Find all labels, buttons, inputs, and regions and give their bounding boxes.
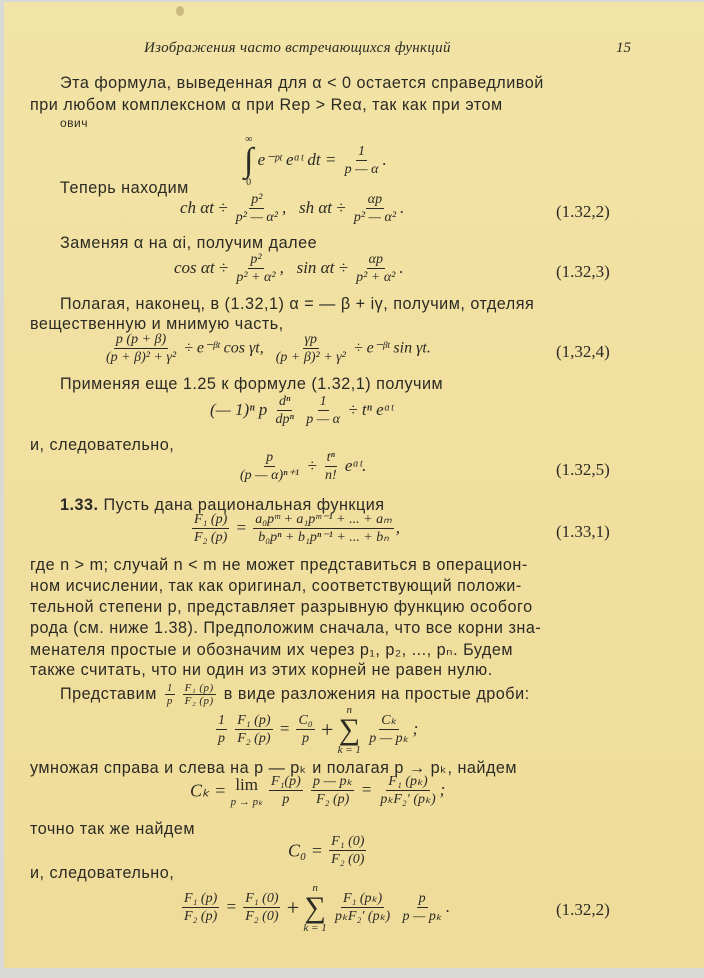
text-line: точно так же найдем [30, 820, 195, 838]
running-header [4, 40, 704, 60]
equation-label: (1.32,2) [556, 202, 610, 221]
text-line: ном исчислении, так как оригинал, соответствующий положи- [30, 577, 522, 595]
section-number: 1.33. [60, 496, 99, 514]
equation-1-33-1: $\frac{\text{F₁ (p)}}{\text{F₂ (p)}}$ = $\frac{\text{a₀pᵐ + a₁pᵐ⁻¹ + ... + aₘ}}{\text{b₀pⁿ + b₁pⁿ⁻¹ + ... + bₙ}}$ , [194, 512, 401, 545]
text-line: Применяя еще 1.25 к формуле (1.32,1) получим [60, 375, 444, 393]
text-line: Представим $\frac{1}{p}$ $\frac{\text{F₁ (p)}}{\text{F₂ (p)}}$ в виде разложения на простые дроби: [60, 682, 530, 707]
text-line: вещественную и мнимую часть, [30, 315, 284, 333]
equation-label: (1.32,3) [556, 262, 610, 281]
equation-ck: Cₖ = lim p → pₖ $\frac{\text{F₁(p)}}{p}$ $\frac{\text{p — pₖ}}{\text{F₂ (p)}}$ = $\frac{\text{F₁ (pₖ)}}{\text{pₖF₂′ (pₖ)}}$ ; [190, 774, 446, 808]
text-line: где n > m; случай n < m не может представиться в операцион- [30, 556, 528, 574]
ink-blot [176, 6, 184, 16]
equation-1-32-4: $\frac{p (p + \beta)}{\text{(p + β)² + γ²}}$ ÷ e⁻ᵝᵗ cos γt, $\frac{\gamma p}{\text{(p + β)² + γ²}}$ ÷ e⁻ᵝᵗ sin γt. [106, 332, 431, 365]
equation-c0: C₀ = $\frac{\text{F₁ (0)}}{\text{F₂ (0)}}$ [288, 834, 365, 867]
book-page [4, 2, 704, 968]
equation-partial-fractions: $\frac{1}{p}$ $\frac{\text{F₁ (p)}}{\text{F₂ (p)}}$ = $\frac{\text{C₀}}{p}$ + n ∑ k = 1 $\frac{\text{Cₖ}}{\text{p — pₖ}}$ ; [218, 704, 419, 756]
equation-1-32-2: ch αt ÷ $\frac{\text{p²}}{\text{p² — α²}}$ , sh αt ÷ $\frac{\alpha p}{\text{p² — α²}}$ . [180, 192, 405, 225]
equation-derivative: (— 1)ⁿ p $\frac{\text{dⁿ}}{\text{dpⁿ}}$ $\frac{1}{p — \alpha}$ ÷ tⁿ eᵅᵗ [210, 394, 394, 427]
page-number: 15 [616, 40, 631, 56]
header-title: Изображения часто встречающихся функций [144, 40, 451, 56]
equation-1-32-5: $\frac{p}{\text{(p — α)ⁿ⁺¹}}$ ÷ $\frac{\text{tⁿ}}{n!}$ eᵅᵗ. [240, 450, 367, 483]
equation-1-32-3: cos αt ÷ $\frac{\text{p²}}{\text{p² + α²}}$ , sin αt ÷ $\frac{\alpha p}{\text{p² + α²}}$ . [174, 252, 404, 285]
equation-final: $\frac{\text{F₁ (p)}}{\text{F₂ (p)}}$ = $\frac{\text{F₁ (0)}}{\text{F₂ (0)}}$ + n ∑ k = 1 $\frac{\text{F₁ (pₖ)}}{\text{pₖF₂′ (pₖ)}}$ $\frac{p}{\text{p — pₖ}}$ . [184, 882, 451, 934]
equation-integral: ∞ ∫ 0 e⁻ᵖᵗ eᵅᵗ dt = $\frac{1}{p — \alpha}$ . [244, 134, 387, 188]
text-line: менателя простые и обозначим их через p₁, p₂, ..., pₙ. Будем [30, 641, 513, 659]
text-line: Заменяя α на αi, получим далее [60, 234, 318, 252]
text-line: Эта формула, выведенная для α < 0 остается справедливой [60, 74, 544, 92]
text-line: рода (см. ниже 1.38). Предположим сначала, что все корни зна- [30, 619, 542, 637]
text-line: Теперь находим [60, 179, 189, 197]
text-line: Полагая, наконец, в (1.32,1) α = — β + iγ, получим, отделяя [60, 295, 535, 313]
section-heading: 1.33. Пусть дана рациональная функция [60, 496, 385, 514]
equation-label: (1,32,4) [556, 342, 610, 361]
text-line: умножая справа и слева на p — pₖ и полагая p → pₖ, найдем [30, 759, 518, 777]
text-line: ович [60, 116, 89, 130]
text-line: также считать, что ни один из этих корней не равен нулю. [30, 661, 493, 679]
equation-label: (1.33,1) [556, 522, 610, 541]
text-line: тельной степени p, представляет разрывную функцию особого [30, 598, 533, 616]
text-line: и, следовательно, [30, 436, 175, 454]
equation-label: (1.32,5) [556, 460, 610, 479]
text-line: при любом комплексном α при Rep > Reα, так как при этом [30, 96, 503, 114]
equation-label: (1.32,2) [556, 900, 610, 919]
text-line: и, следовательно, [30, 864, 175, 882]
